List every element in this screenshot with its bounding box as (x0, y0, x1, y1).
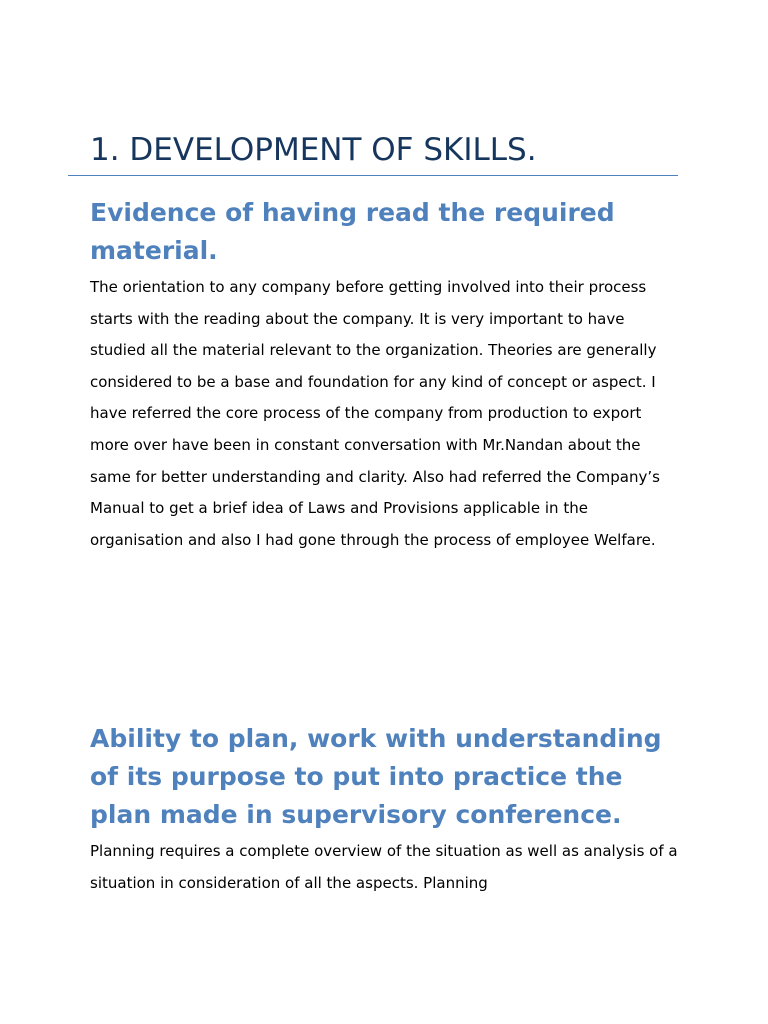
section-body-paragraph: The orientation to any company before getting involved into their process starts with the reading about the company. It is very important to have studied all the material relevant to the organization. Theories are generally considered to be a base and foundation for any kind of concept or aspect. I have referred the core process of the company from production to export more over have been in constant conversation with Mr.Nandan about the same for better understanding and clarity. Also had referred the Company’s Manual to get a brief idea of Laws and Provisions applicable in the organisation and also I had gone through the process of employee Welfare. (90, 278, 660, 549)
section-heading: Evidence of having read the required material. (90, 198, 615, 265)
section-body-paragraph: Planning requires a complete overview of the situation as well as analysis of a situation in consideration of all the aspects. Planning (90, 842, 678, 892)
section-planning-ability (90, 720, 680, 899)
section-heading: Ability to plan, work with understanding of its purpose to put into practice the plan made in supervisory conference. (90, 724, 662, 829)
document-title: 1. DEVELOPMENT OF SKILLS. (90, 132, 537, 168)
section-reading-evidence (90, 194, 680, 556)
title-underline-rule (68, 175, 678, 176)
